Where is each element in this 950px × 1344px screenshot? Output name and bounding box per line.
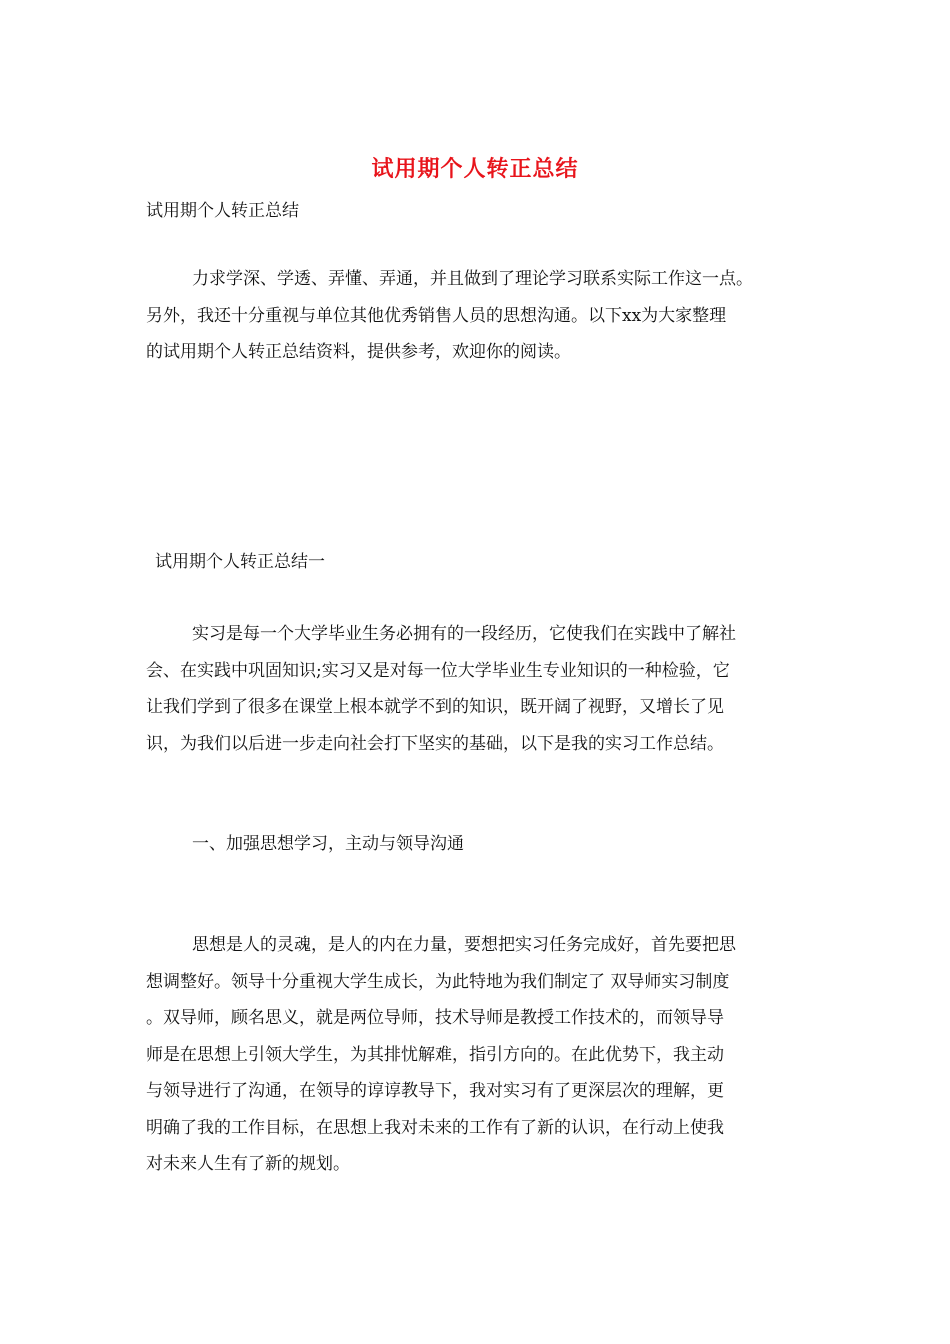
document-title: 试用期个人转正总结: [371, 156, 579, 182]
thought-paragraph: [146, 927, 806, 1183]
section-heading: 试用期个人转正总结一: [155, 552, 325, 572]
paragraph-line: 师是在思想上引领大学生，为其排忧解难，指引方向的。在此优势下，我主动: [146, 1044, 724, 1065]
point-heading-text: 一、加强思想学习，主动与领导沟通: [192, 834, 464, 854]
paragraph-line: 与领导进行了沟通，在领导的谆谆教导下，我对实习有了更深层次的理解，更: [146, 1081, 724, 1101]
paragraph-line: 实习是每一个大学毕业生务必拥有的一段经历，它使我们在实践中了解社: [192, 624, 736, 644]
paragraph-line: 另外，我还十分重视与单位其他优秀销售人员的思想沟通。以下xx为大家整理: [146, 305, 727, 326]
paragraph-line: 。双导师，顾名思义，就是两位导师，技术导师是教授工作技术的，而领导导: [146, 1008, 724, 1028]
intro-paragraph: [146, 261, 806, 371]
paragraph-line: 明确了我的工作目标，在思想上我对未来的工作有了新的认识，在行动上使我: [146, 1117, 724, 1138]
paragraph-line: 想调整好。领导十分重视大学生成长，为此特地为我们制定了 双导师实习制度: [146, 971, 730, 992]
paragraph-line: 思想是人的灵魂，是人的内在力量，要想把实习任务完成好，首先要把思: [192, 935, 736, 955]
paragraph-line: 的试用期个人转正总结资料，提供参考，欢迎你的阅读。: [146, 342, 571, 362]
point-heading: [146, 826, 806, 863]
paragraph-line: 识，为我们以后进一步走向社会打下坚实的基础，以下是我的实习工作总结。: [146, 733, 724, 754]
paragraph-line: 会、在实践中巩固知识;实习又是对每一位大学毕业生专业知识的一种检验，它: [146, 660, 730, 681]
document-subtitle: 试用期个人转正总结: [146, 201, 299, 221]
paragraph-line: 力求学深、学透、弄懂、弄通，并且做到了理论学习联系实际工作这一点。: [192, 269, 753, 289]
paragraph-line: 对未来人生有了新的规划。: [146, 1154, 350, 1174]
paragraph-line: 让我们学到了很多在课堂上根本就学不到的知识，既开阔了视野，又增长了见: [146, 697, 724, 717]
internship-paragraph: [146, 616, 806, 762]
